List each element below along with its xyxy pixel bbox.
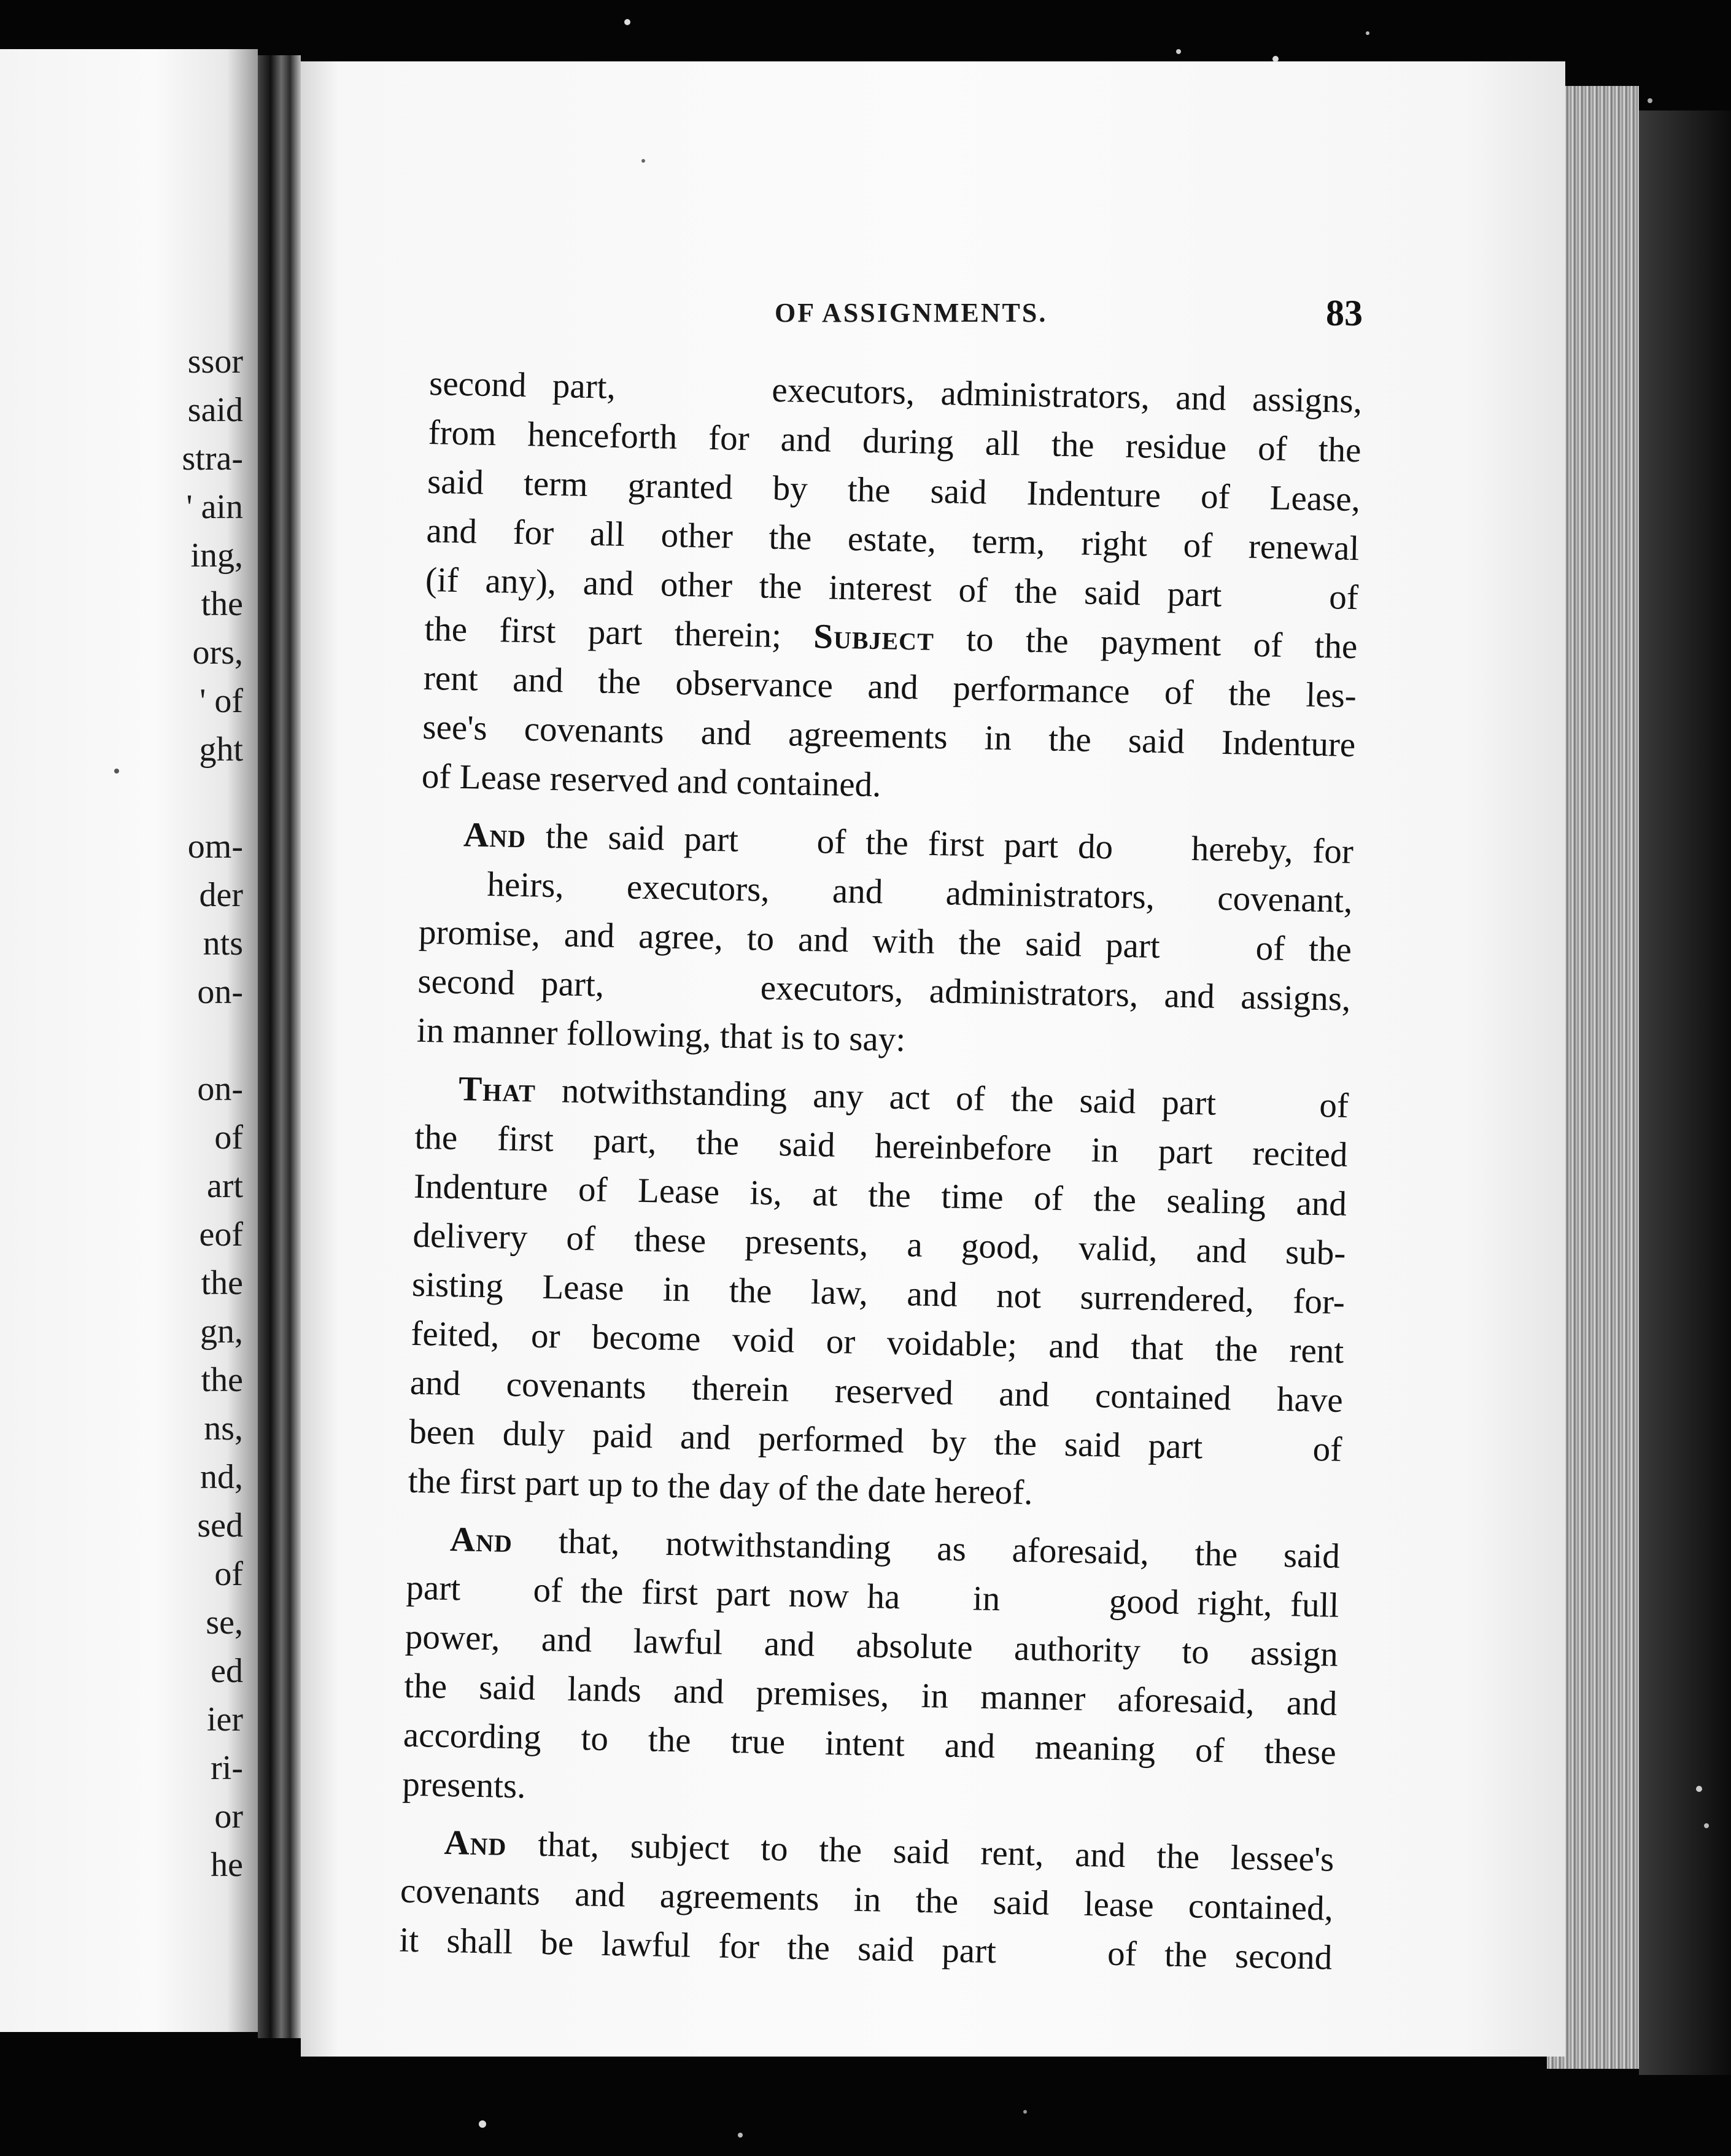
line-text: in manner following, that is to say: — [416, 1010, 906, 1060]
previous-page-fragment — [182, 774, 243, 823]
page-number: 83 — [1326, 293, 1363, 333]
previous-page — [0, 49, 258, 2032]
previous-page-fragment: se, — [206, 1603, 243, 1642]
previous-page-fragment: ri- — [211, 1749, 243, 1787]
line-text-rest: that, notwithstanding as aforesaid, the said — [512, 1521, 1341, 1576]
line-text: the first part up to the day of the date hereof. — [408, 1461, 1034, 1513]
previous-page-fragment: om- — [187, 828, 243, 866]
line-text: delivery of these presents, a good, valid, and sub- — [412, 1216, 1346, 1273]
previous-page-fragment: ght — [199, 731, 243, 769]
previous-page-fragment: sed — [197, 1506, 243, 1545]
previous-page-fragment: the — [201, 1361, 243, 1399]
previous-page-fragment: on- — [197, 973, 243, 1011]
previous-page-fragment: on- — [197, 1070, 243, 1108]
line-text: the said lands and premises, in manner aforesaid, and — [403, 1666, 1338, 1723]
previous-page-fragment: of — [214, 1119, 243, 1157]
small-caps-word: That — [458, 1069, 536, 1110]
line-text: the first part therein; — [424, 609, 814, 656]
previous-page-fragment: ors, — [192, 634, 243, 672]
previous-page-fragment — [182, 1017, 243, 1065]
line-text: and covenants therein reserved and contained have — [409, 1363, 1344, 1420]
previous-page-fragment: ed — [211, 1652, 243, 1690]
line-text: Indenture of Lease is, at the time of the sealing and — [413, 1166, 1347, 1223]
small-caps-word: And — [463, 815, 527, 856]
line-text: sisting Lease in the law, and not surrendered, for- — [411, 1265, 1346, 1322]
previous-page-fragment: ' ain — [186, 488, 243, 526]
previous-page-fragment: the — [201, 1264, 243, 1302]
line-text: said term granted by the said Indenture of Lease, — [427, 462, 1361, 519]
previous-page-fragment: gn, — [200, 1313, 243, 1351]
line-text: rent and the observance and performance of the les- — [423, 658, 1357, 716]
previous-page-fragment: nts — [203, 925, 243, 963]
line-text-rest: the said part of the first part do hereby, for — [525, 816, 1354, 872]
line-text: been duly paid and performed by the said part of — [408, 1412, 1342, 1469]
line-text: and for all other the estate, term, right of renewal — [426, 511, 1360, 568]
line-text-rest: that, subject to the said rent, and the lessee's — [506, 1824, 1334, 1879]
line-text: it shall be lawful for the said part of the second — [398, 1920, 1333, 1977]
line-text: of Lease reserved and contained. — [421, 756, 881, 805]
line-text: heirs, executors, and administrators, covenant, — [486, 864, 1353, 921]
previous-page-fragment: ns, — [204, 1410, 243, 1448]
previous-page-text-fragments — [182, 338, 243, 1890]
previous-page-fragment: said — [187, 391, 243, 429]
line-text: (if any), and other the interest of the said part of — [425, 560, 1359, 618]
line-text: from henceforth for and during all the residue of the — [428, 413, 1362, 470]
book-cover-edge — [1639, 111, 1731, 2075]
previous-page-fragment: ing, — [190, 537, 243, 575]
line-text: promise, and agree, to and with the said part of the — [418, 912, 1352, 970]
previous-page-fragment: of — [214, 1555, 243, 1593]
line-text: covenants and agreements in the said lease contained, — [400, 1871, 1334, 1928]
previous-page-fragment: stra- — [182, 440, 243, 478]
line-text: the first part, the said hereinbefore in part recited — [414, 1117, 1348, 1174]
line-text: part of the first part now ha in good right, full — [405, 1568, 1339, 1625]
line-text-rest: to the payment of the — [934, 619, 1358, 667]
book-gutter — [258, 55, 301, 2038]
line-text: feited, or become void or voidable; and that the rent — [410, 1314, 1344, 1371]
previous-page-fragment: ier — [206, 1700, 243, 1739]
small-caps-word: And — [444, 1823, 508, 1863]
previous-page-fragment: der — [199, 876, 243, 914]
line-text-rest: notwithstanding any act of the said part of — [535, 1071, 1349, 1125]
line-text: presents. — [401, 1764, 527, 1806]
previous-page-fragment: eof — [199, 1216, 243, 1254]
previous-page-fragment: or — [214, 1797, 243, 1836]
line-text: see's covenants and agreements in the said Indenture — [422, 707, 1356, 765]
previous-page-fragment: the — [201, 585, 243, 623]
line-text: according to the true intent and meaning of these — [403, 1715, 1337, 1772]
small-caps-word: Subject — [813, 617, 935, 658]
previous-page-fragment: ssor — [187, 343, 243, 381]
small-caps-word: And — [449, 1519, 513, 1560]
page-body-text — [399, 359, 1363, 1983]
previous-page-fragment: nd, — [200, 1458, 243, 1496]
previous-page-fragment: art — [206, 1167, 243, 1205]
running-head: OF ASSIGNMENTS. — [775, 298, 1048, 328]
previous-page-fragment: ' of — [199, 682, 243, 720]
previous-page-fragment: he — [211, 1846, 243, 1884]
line-text: second part, executors, administrators, and assigns, — [428, 363, 1363, 421]
line-text: power, and lawful and absolute authority to assign — [405, 1617, 1339, 1674]
line-text: second part, executors, administrators, and assigns, — [417, 961, 1351, 1018]
